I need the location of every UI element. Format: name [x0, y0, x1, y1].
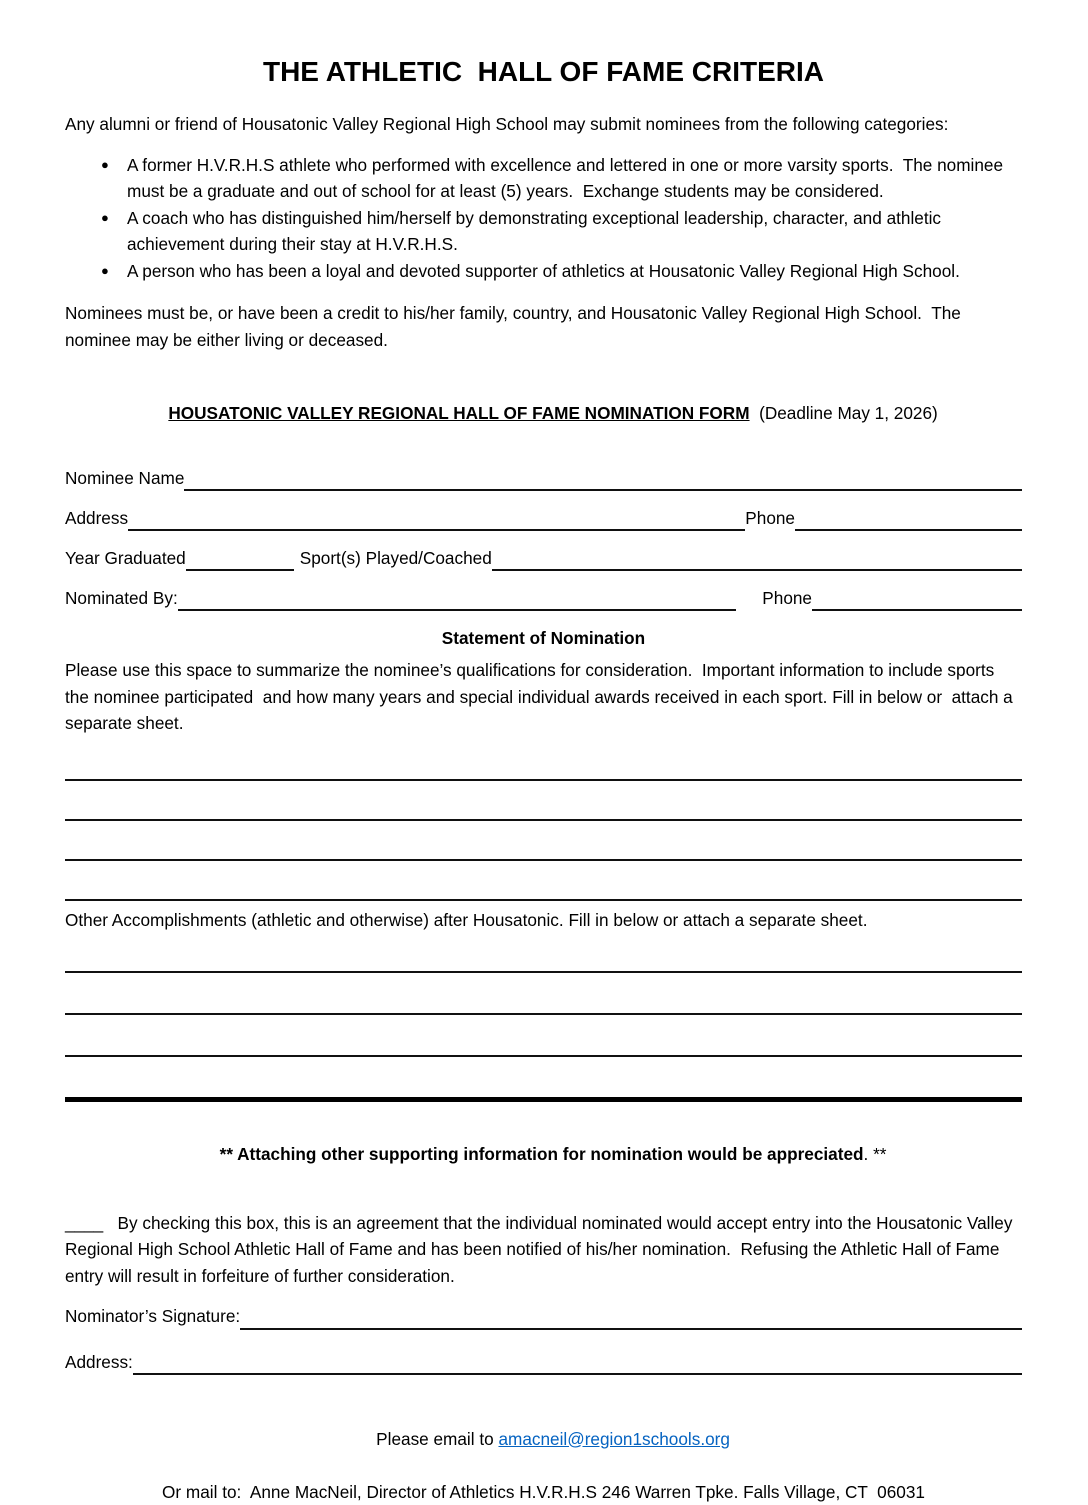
- nominee-name-row: [65, 465, 1022, 492]
- fill-in-line: [65, 973, 1022, 1015]
- sports-played-fill-line: [492, 567, 1022, 571]
- criteria-item-text: A person who has been a loyal and devoted supporter of athletics at Housatonic Valley Regional High School.: [127, 261, 960, 281]
- address-label: Address: [65, 505, 128, 532]
- nominator-signature-row: [65, 1303, 1022, 1330]
- footer-mail-line: Or mail to: Anne MacNeil, Director of Athletics H.V.R.H.S 246 Warren Tpke. Falls Village, CT 06031: [65, 1479, 1022, 1505]
- sports-played-label: Sport(s) Played/Coached: [300, 545, 492, 572]
- nominee-name-fill-line: [184, 487, 1022, 491]
- year-graduated-fill-line: [186, 567, 294, 571]
- form-header-deadline: (Deadline May 1, 2026): [750, 403, 938, 423]
- nominator-signature-label: Nominator’s Signature:: [65, 1303, 240, 1330]
- footer-email-line: [65, 1399, 1022, 1479]
- fill-in-line: [65, 1015, 1022, 1057]
- bullet-icon: ●: [101, 152, 109, 179]
- attach-note-bold: ** Attaching other supporting information for nomination would be appreciated: [220, 1144, 864, 1164]
- list-item: [65, 205, 1022, 258]
- phone-label: Phone: [745, 505, 795, 532]
- agreement-paragraph: ____ By checking this box, this is an agreement that the individual nominated would accept entry into the Housatonic Valley Regional High School Athletic Hall of Fame and has been notified of his/her nomination. Refusing the Athletic Hall of Fame entry will result in forfeiture of further consideration.: [65, 1210, 1022, 1290]
- intro-paragraph: Any alumni or friend of Housatonic Valley Regional High School may submit nominees from the following categories:: [65, 111, 1022, 138]
- fill-in-line: [65, 933, 1022, 973]
- attach-note: [65, 1114, 1022, 1194]
- fill-in-line: [65, 821, 1022, 861]
- fill-in-line: [65, 781, 1022, 821]
- nominator-address-row: [65, 1349, 1022, 1376]
- fill-in-line: [65, 737, 1022, 781]
- list-item: [65, 258, 1022, 285]
- signature-fill-line: [240, 1326, 1022, 1330]
- email-link[interactable]: amacneil@region1schools.org: [498, 1429, 729, 1449]
- phone-fill-line: [795, 527, 1022, 531]
- form-header: [65, 373, 1022, 453]
- list-item: [65, 152, 1022, 205]
- form-header-title: HOUSATONIC VALLEY REGIONAL HALL OF FAME NOMINATION FORM: [168, 403, 749, 423]
- phone-label: Phone: [762, 585, 812, 612]
- nominated-by-fill-line: [178, 607, 737, 611]
- address-row: [65, 505, 1022, 532]
- bullet-icon: ●: [101, 258, 109, 285]
- statement-heading: Statement of Nomination: [65, 625, 1022, 652]
- nominee-name-label: Nominee Name: [65, 465, 184, 492]
- year-graduated-label: Year Graduated: [65, 545, 186, 572]
- phone-fill-line: [812, 607, 1022, 611]
- year-graduated-row: [65, 545, 1022, 572]
- address-fill-line: [128, 527, 745, 531]
- page-title: THE ATHLETIC HALL OF FAME CRITERIA: [65, 54, 1022, 89]
- statement-instructions: Please use this space to summarize the nominee’s qualifications for consideration. Important information to include sports the nominee participated and how many years and special individual awards received in each sport. Fill in below or attach a separate sheet.: [65, 657, 1022, 737]
- statement-blank-lines: [65, 737, 1022, 901]
- attach-note-regular: . **: [864, 1144, 887, 1164]
- nominated-by-row: [65, 585, 1022, 612]
- criteria-item-text: A former H.V.R.H.S athlete who performed with excellence and lettered in one or more varsity sports. The nominee must be a graduate and out of school for at least (5) years. Exchange students may be considered.: [127, 155, 1008, 202]
- nominees-note-paragraph: Nominees must be, or have been a credit to his/her family, country, and Housatonic Valley Regional High School. The nominee may be either living or deceased.: [65, 300, 1022, 353]
- fill-in-line: [65, 861, 1022, 901]
- address-fill-line: [133, 1371, 1022, 1375]
- nominated-by-label: Nominated By:: [65, 585, 178, 612]
- other-accomplishments-text: Other Accomplishments (athletic and otherwise) after Housatonic. Fill in below or attach a separate sheet.: [65, 907, 1022, 934]
- bullet-icon: ●: [101, 205, 109, 232]
- criteria-item-text: A coach who has distinguished him/herself by demonstrating exceptional leadership, character, and athletic achievement during their stay at H.V.R.H.S.: [127, 208, 946, 255]
- nominator-address-label: Address:: [65, 1349, 133, 1376]
- criteria-list: [65, 152, 1022, 285]
- section-divider: [65, 1097, 1022, 1102]
- other-accomplishments-blank-lines: [65, 933, 1022, 1057]
- email-prefix: Please email to: [376, 1429, 498, 1449]
